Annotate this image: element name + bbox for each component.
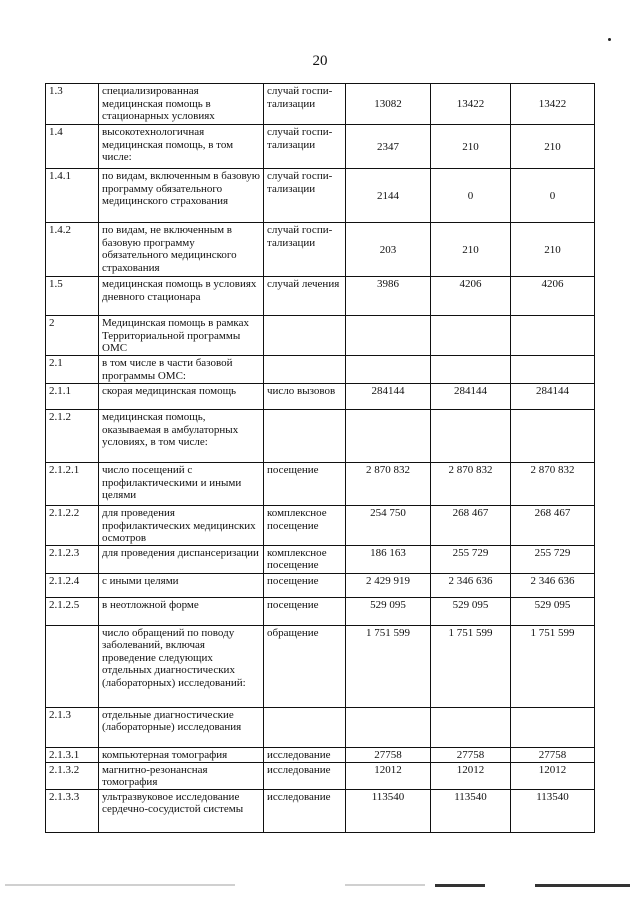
value-2: 113540 <box>431 789 511 832</box>
row-number: 2.1.2.4 <box>46 573 99 597</box>
row-unit: случай госпи-тализации <box>264 125 346 169</box>
value-2 <box>431 707 511 747</box>
value-2: 1 751 599 <box>431 625 511 707</box>
table-row <box>46 384 595 410</box>
table-row <box>46 545 595 573</box>
page-number: 20 <box>312 53 328 69</box>
value-3: 2 870 832 <box>511 463 595 506</box>
value-1: 254 750 <box>346 506 431 546</box>
value-2 <box>431 410 511 463</box>
row-number: 2.1.2.3 <box>46 545 99 573</box>
row-number: 1.4 <box>46 125 99 169</box>
value-2 <box>431 316 511 356</box>
row-number: 1.3 <box>46 84 99 125</box>
scan-speck <box>608 38 611 41</box>
row-unit <box>264 707 346 747</box>
scan-artifact <box>435 884 485 887</box>
row-unit <box>264 316 346 356</box>
row-number: 2.1.2 <box>46 410 99 463</box>
row-number: 2.1.1 <box>46 384 99 410</box>
value-2: 255 729 <box>431 545 511 573</box>
row-name: число посещений с профилактическими и иными целями <box>99 463 264 506</box>
scan-artifact <box>5 884 235 886</box>
value-2: 27758 <box>431 747 511 762</box>
row-unit: посещение <box>264 597 346 625</box>
value-1: 529 095 <box>346 597 431 625</box>
table-row <box>46 747 595 762</box>
table-row <box>46 762 595 789</box>
value-3 <box>511 707 595 747</box>
value-2: 2 870 832 <box>431 463 511 506</box>
value-1: 1 751 599 <box>346 625 431 707</box>
table-row <box>46 356 595 384</box>
value-2: 210 <box>431 223 511 277</box>
value-2: 12012 <box>431 762 511 789</box>
value-2: 0 <box>431 169 511 223</box>
table-row <box>46 707 595 747</box>
row-unit: обращение <box>264 625 346 707</box>
value-3 <box>511 410 595 463</box>
row-unit: случай госпи-тализации <box>264 84 346 125</box>
scan-artifact <box>345 884 425 886</box>
value-1 <box>346 316 431 356</box>
value-3: 210 <box>511 223 595 277</box>
row-number: 2.1.3.3 <box>46 789 99 832</box>
table-row <box>46 223 595 277</box>
row-number: 2.1.3.1 <box>46 747 99 762</box>
row-number: 2.1.2.5 <box>46 597 99 625</box>
row-name: медицинская помощь, оказываемая в амбулаторных условиях, в том числе: <box>99 410 264 463</box>
row-name: с иными целями <box>99 573 264 597</box>
row-unit <box>264 410 346 463</box>
table-row <box>46 597 595 625</box>
value-1: 2144 <box>346 169 431 223</box>
row-number: 2.1.2.2 <box>46 506 99 546</box>
value-3 <box>511 356 595 384</box>
row-name: высокотехнологичная медицинская помощь, в том числе: <box>99 125 264 169</box>
table-row <box>46 84 595 125</box>
row-number: 2.1 <box>46 356 99 384</box>
table-row <box>46 625 595 707</box>
value-3: 210 <box>511 125 595 169</box>
value-1: 284144 <box>346 384 431 410</box>
value-1 <box>346 410 431 463</box>
volume-table <box>45 83 595 833</box>
value-2: 268 467 <box>431 506 511 546</box>
value-1 <box>346 356 431 384</box>
value-3: 13422 <box>511 84 595 125</box>
value-3: 284144 <box>511 384 595 410</box>
value-3: 268 467 <box>511 506 595 546</box>
row-name: ультразвуковое исследование сердечно-сосудистой системы <box>99 789 264 832</box>
value-3: 27758 <box>511 747 595 762</box>
table-row <box>46 410 595 463</box>
row-name: компьютерная томография <box>99 747 264 762</box>
table-row <box>46 277 595 316</box>
table-row <box>46 573 595 597</box>
value-1: 12012 <box>346 762 431 789</box>
row-number: 2.1.2.1 <box>46 463 99 506</box>
value-2: 284144 <box>431 384 511 410</box>
row-name: для проведения профилактических медицинских осмотров <box>99 506 264 546</box>
row-number: 1.5 <box>46 277 99 316</box>
row-name: в неотложной форме <box>99 597 264 625</box>
row-number <box>46 625 99 707</box>
table-row <box>46 125 595 169</box>
row-number: 2.1.3.2 <box>46 762 99 789</box>
value-2: 210 <box>431 125 511 169</box>
table-row <box>46 506 595 546</box>
row-name: в том числе в части базовой программы ОМС: <box>99 356 264 384</box>
row-number: 1.4.2 <box>46 223 99 277</box>
row-unit: комплексное посещение <box>264 506 346 546</box>
row-unit: посещение <box>264 463 346 506</box>
row-unit: число вызовов <box>264 384 346 410</box>
row-unit: посещение <box>264 573 346 597</box>
value-3: 113540 <box>511 789 595 832</box>
value-1 <box>346 707 431 747</box>
row-name: скорая медицинская помощь <box>99 384 264 410</box>
value-3: 1 751 599 <box>511 625 595 707</box>
row-number: 2.1.3 <box>46 707 99 747</box>
row-unit: комплексное посещение <box>264 545 346 573</box>
value-3: 4206 <box>511 277 595 316</box>
value-1: 27758 <box>346 747 431 762</box>
table-row <box>46 789 595 832</box>
table-row <box>46 463 595 506</box>
value-1: 2 870 832 <box>346 463 431 506</box>
row-unit: случай госпи-тализации <box>264 169 346 223</box>
row-name: медицинская помощь в условиях дневного стационара <box>99 277 264 316</box>
row-unit: случай лечения <box>264 277 346 316</box>
row-unit <box>264 356 346 384</box>
table-row <box>46 169 595 223</box>
row-number: 2 <box>46 316 99 356</box>
value-1: 113540 <box>346 789 431 832</box>
value-2: 13422 <box>431 84 511 125</box>
scan-artifact <box>535 884 630 887</box>
value-1: 186 163 <box>346 545 431 573</box>
row-unit: исследование <box>264 789 346 832</box>
value-3: 0 <box>511 169 595 223</box>
value-1: 203 <box>346 223 431 277</box>
value-1: 2347 <box>346 125 431 169</box>
value-3: 2 346 636 <box>511 573 595 597</box>
row-name: специализированная медицинская помощь в стационарных условиях <box>99 84 264 125</box>
row-name: число обращений по поводу заболеваний, включая проведение следующих отдельных диагностических (лабораторных) исследований: <box>99 625 264 707</box>
value-2 <box>431 356 511 384</box>
row-name: по видам, не включенным в базовую программу обязательного медицинского страхования <box>99 223 264 277</box>
row-name: для проведения диспансеризации <box>99 545 264 573</box>
value-2: 4206 <box>431 277 511 316</box>
value-1: 3986 <box>346 277 431 316</box>
value-3 <box>511 316 595 356</box>
value-2: 2 346 636 <box>431 573 511 597</box>
table-row <box>46 316 595 356</box>
row-name: магнитно-резонансная томография <box>99 762 264 789</box>
row-name: отдельные диагностические (лабораторные) исследования <box>99 707 264 747</box>
value-3: 255 729 <box>511 545 595 573</box>
value-1: 2 429 919 <box>346 573 431 597</box>
row-unit: случай госпи-тализации <box>264 223 346 277</box>
row-name: по видам, включенным в базовую программу обязательного медицинского страхования <box>99 169 264 223</box>
row-name: Медицинская помощь в рамках Территориальной программы ОМС <box>99 316 264 356</box>
row-unit: исследование <box>264 747 346 762</box>
row-unit: исследование <box>264 762 346 789</box>
value-3: 529 095 <box>511 597 595 625</box>
value-1: 13082 <box>346 84 431 125</box>
row-number: 1.4.1 <box>46 169 99 223</box>
value-2: 529 095 <box>431 597 511 625</box>
value-3: 12012 <box>511 762 595 789</box>
